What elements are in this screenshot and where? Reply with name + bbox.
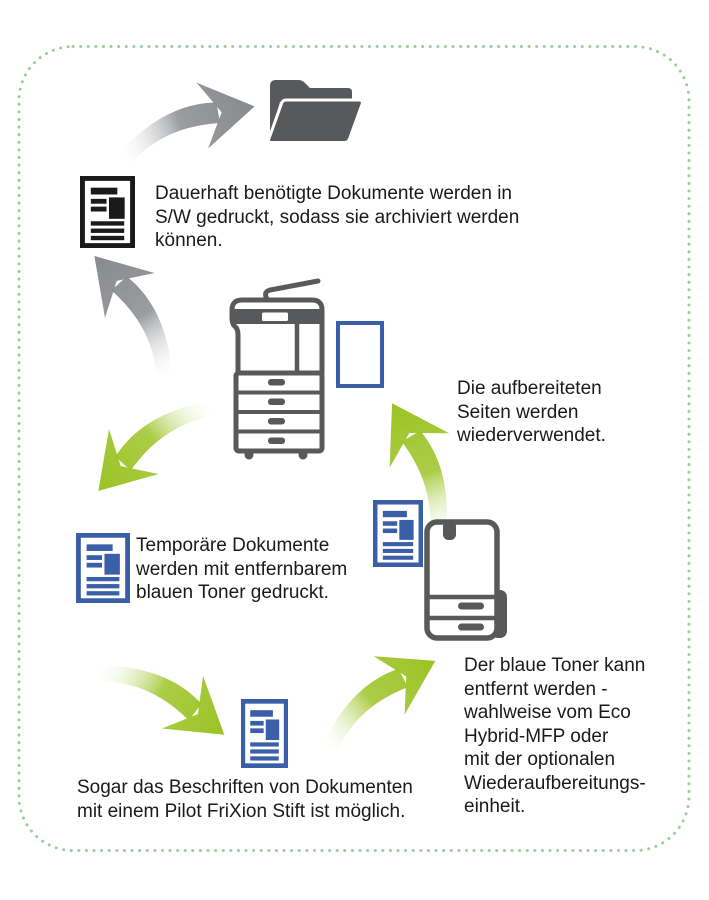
blue-document-icon-frixion <box>241 699 288 768</box>
mfp-printer-icon <box>224 278 330 464</box>
caption-line: können. <box>155 230 223 251</box>
caption-line: Sogar das Beschriften von Dokumenten <box>77 777 413 798</box>
caption-line: mit einem Pilot FriXion Stift ist möglich. <box>77 800 406 822</box>
caption-line: S/W gedruckt, sodass sie archiviert werden <box>155 206 520 228</box>
blue-document-icon-at-eco-unit <box>373 500 423 567</box>
caption-line: Wiederaufbereitungs- <box>464 772 646 794</box>
caption-reuse <box>457 377 606 448</box>
eco-unit-icon <box>424 516 510 646</box>
caption-temporary <box>136 534 347 605</box>
caption-line: Dauerhaft benötigte Dokumente werden in <box>155 183 513 204</box>
blue-document-icon-temporary <box>76 533 130 603</box>
caption-line: Seiten werden <box>457 401 579 423</box>
caption-line: einheit. <box>464 796 526 817</box>
caption-line: Die aufbereiteten <box>457 378 602 399</box>
caption-frixion <box>77 776 413 823</box>
bw-document-icon <box>80 176 135 248</box>
caption-line: entfernt werden - <box>464 678 608 700</box>
caption-line: wahlweise vom Eco <box>464 702 631 723</box>
caption-line: mit der optionalen <box>464 749 616 770</box>
caption-line: Temporäre Dokumente <box>136 535 330 556</box>
caption-toner-removal <box>464 654 646 819</box>
caption-line: wiederverwendet. <box>457 425 606 446</box>
folder-icon <box>266 72 366 146</box>
caption-line: Hybrid-MFP oder <box>464 725 609 747</box>
caption-line: werden mit entfernbarem <box>136 558 348 580</box>
caption-archive <box>155 182 519 253</box>
caption-line: Der blaue Toner kann <box>464 655 646 676</box>
caption-line: blauen Toner gedruckt. <box>136 582 329 603</box>
blank-page-icon <box>336 321 384 388</box>
